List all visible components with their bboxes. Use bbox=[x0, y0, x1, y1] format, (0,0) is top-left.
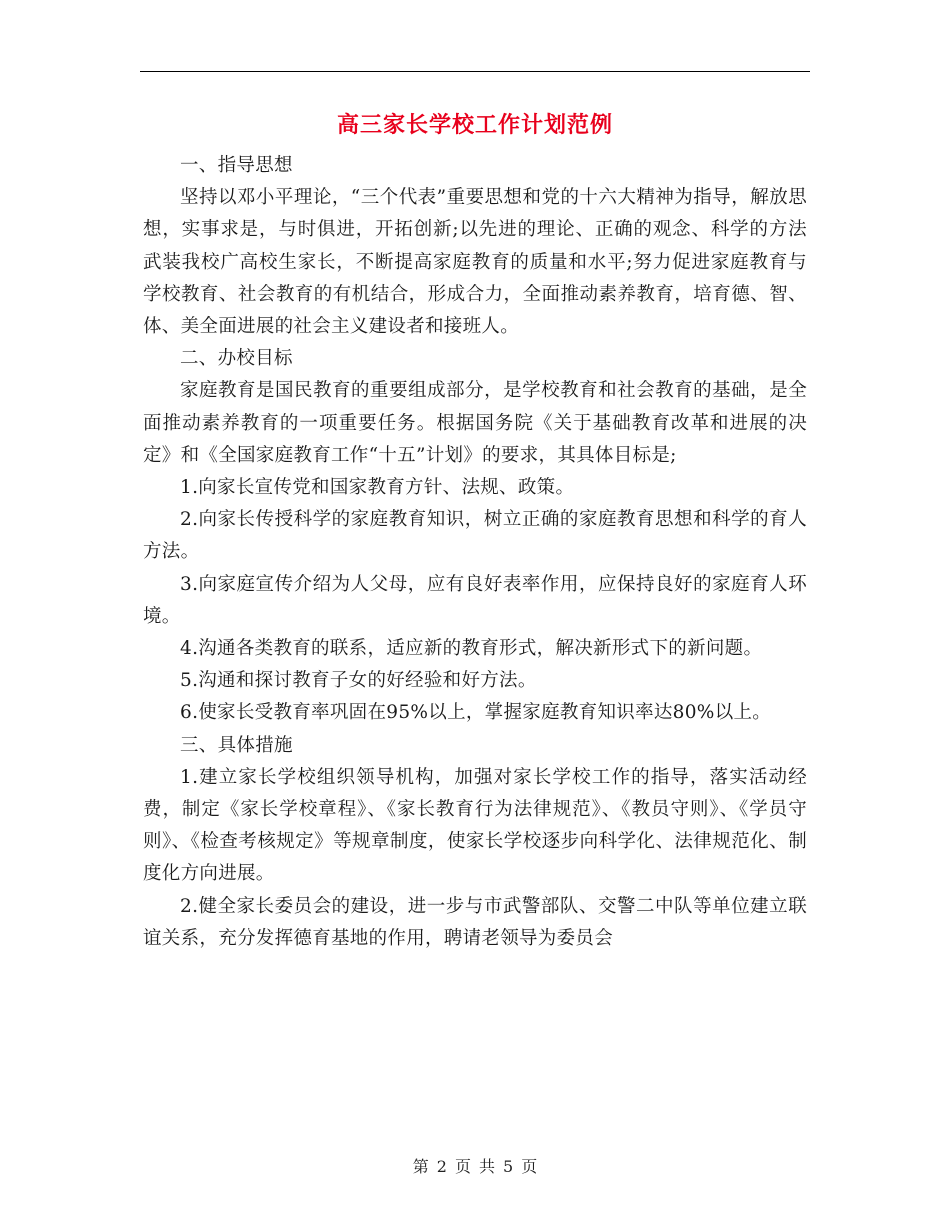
page-footer bbox=[0, 1154, 950, 1177]
section-heading: 一、指导思想 bbox=[180, 155, 293, 176]
list-item: 3.向家庭宣传介绍为人父母，应有良好表率作用，应保持良好的家庭育人环境。 bbox=[143, 573, 807, 627]
list-item: 2.向家长传授科学的家庭教育知识，树立正确的家庭教育思想和科学的育人方法。 bbox=[143, 509, 807, 563]
current-page-number: 2 bbox=[436, 1157, 447, 1176]
list-item: 5.沟通和探讨教育子女的好经验和好方法。 bbox=[180, 670, 537, 692]
list-item: 1.建立家长学校组织领导机构，加强对家长学校工作的指导，落实活动经费，制定《家长学校章程》、《家长教育行为法律规范》、《教员守则》、《学员守则》、《检查考核规定》等规章制度，使家长学校逐步向科学化、法律规范化、制度化方向进展。 bbox=[143, 766, 807, 885]
header-rule bbox=[140, 71, 810, 72]
footer-label-page: 第 bbox=[412, 1157, 429, 1176]
section-heading: 二、办校目标 bbox=[180, 348, 293, 370]
footer-label-ye2: 页 bbox=[521, 1157, 538, 1176]
paragraph: 坚持以邓小平理论，“三个代表”重要思想和党的十六大精神为指导，解放思想，实事求是，与时俱进，开拓创新;以先进的理论、正确的观念、科学的方法武装我校广高校生家长，不断提高家庭教育的质量和水平;努力促进家庭教育与学校教育、社会教育的有机结合，形成合力，全面推动素养教育，培育德、智、体、美全面进展的社会主义建设者和接班人。 bbox=[143, 187, 807, 338]
footer-label-total: 共 bbox=[479, 1157, 496, 1176]
document-body bbox=[143, 150, 807, 955]
paragraph: 家庭教育是国民教育的重要组成部分，是学校教育和社会教育的基础，是全面推动素养教育的一项重要任务。根据国务院《关于基础教育改革和进展的决定》和《全国家庭教育工作“十五”计划》的要求，其具体目标是; bbox=[143, 380, 807, 466]
list-item: 4.沟通各类教育的联系，适应新的教育形式，解决新形式下的新问题。 bbox=[180, 638, 763, 660]
footer-label-ye: 页 bbox=[454, 1157, 471, 1176]
list-item: 1.向家长宣传党和国家教育方针、法规、政策。 bbox=[180, 477, 575, 499]
list-item: 6.使家长受教育率巩固在95%以上，掌握家庭教育知识率达80%以上。 bbox=[180, 702, 772, 724]
section-heading: 三、具体措施 bbox=[180, 734, 293, 756]
list-item: 2.健全家长委员会的建设，进一步与市武警部队、交警二中队等单位建立联谊关系，充分发挥德育基地的作用，聘请老领导为委员会 bbox=[143, 895, 807, 949]
document-title: 高三家长学校工作计划范例 bbox=[336, 113, 613, 138]
total-pages-number: 5 bbox=[503, 1157, 514, 1176]
